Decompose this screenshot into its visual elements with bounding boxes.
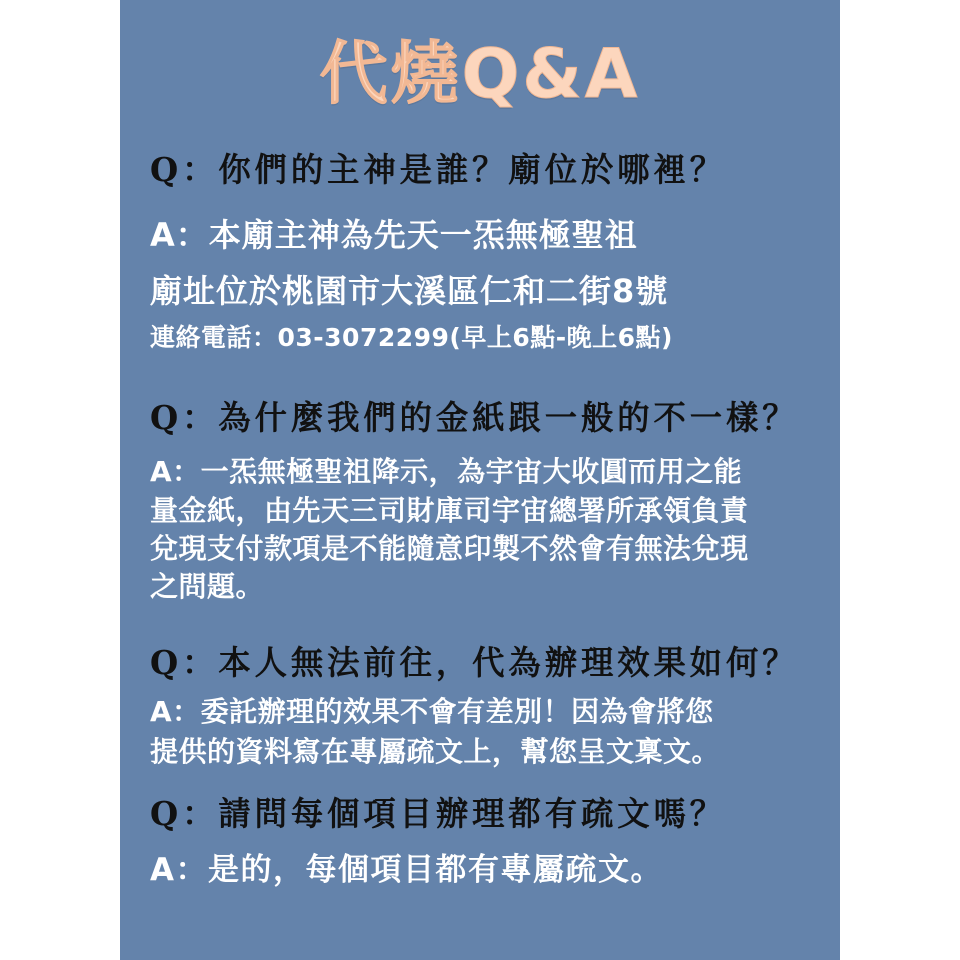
answer-2-line-1: A：一炁無極聖祖降示，為宇宙大收圓而用之能	[150, 455, 743, 488]
page-title: 代燒Q&A	[319, 35, 641, 114]
answer-2-line-2: 量金紙，由先天三司財庫司宇宙總署所承領負責	[150, 494, 749, 527]
answer-1-line-2: 廟址位於桃園市大溪區仁和二街8號	[150, 272, 669, 310]
question-1: Q：你們的主神是誰？廟位於哪裡？	[150, 150, 726, 189]
answer-3-line-1: A：委託辦理的效果不會有差別！因為會將您	[150, 695, 714, 728]
answer-2-line-3: 兌現支付款項是不能隨意印製不然會有無法兌現	[150, 532, 749, 565]
answer-3-line-2: 提供的資料寫在專屬疏文上，幫您呈文稟文。	[150, 735, 721, 768]
answer-1-line-3: 連絡電話：03-3072299(早上6點-晚上6點)	[150, 323, 673, 352]
answer-4-line-1: A：是的，每個項目都有專屬疏文。	[150, 852, 663, 888]
question-4: Q：請問每個項目辦理都有疏文嗎？	[150, 794, 726, 833]
answer-1-line-1: A：本廟主神為先天一炁無極聖祖	[150, 216, 638, 254]
question-3: Q：本人無法前往，代為辦理效果如何？	[150, 643, 799, 682]
qa-card	[120, 0, 840, 960]
question-2: Q：為什麼我們的金紙跟一般的不一樣？	[150, 398, 799, 437]
answer-2-line-4: 之問題。	[150, 570, 265, 603]
